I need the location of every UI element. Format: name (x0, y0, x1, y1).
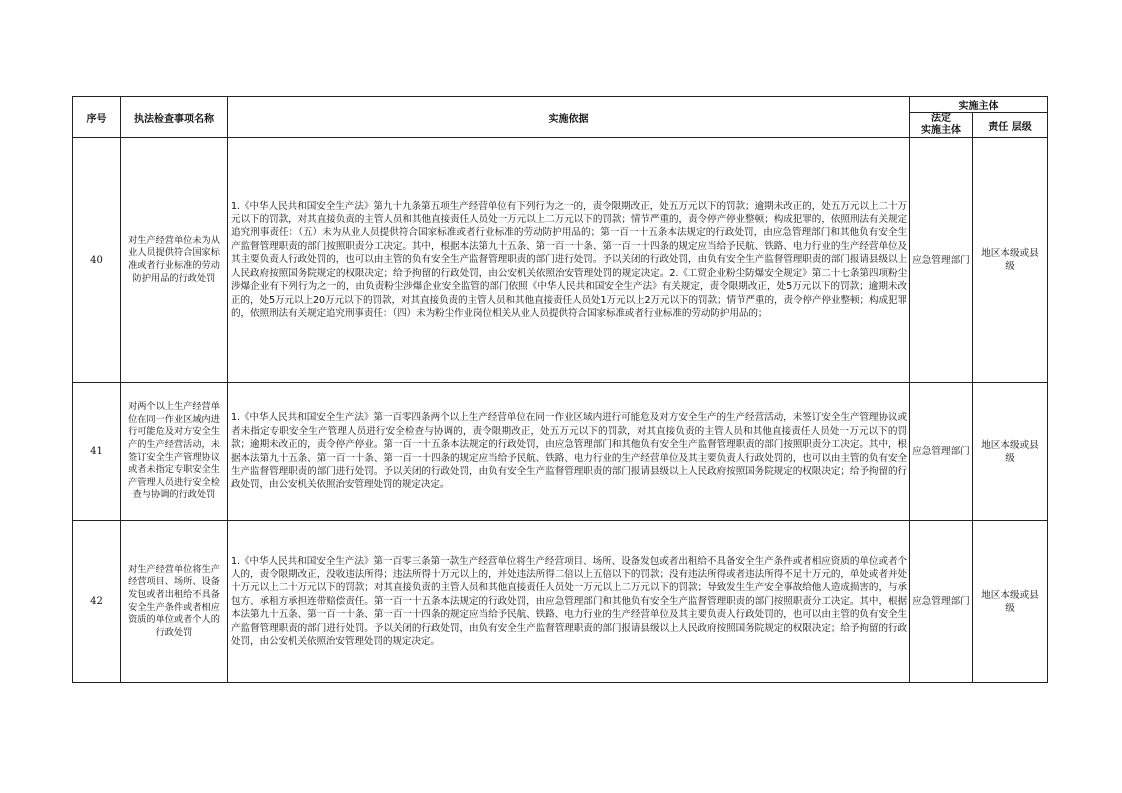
header-legal-subject: 法定 实施主体 (910, 113, 973, 138)
responsibility-level: 地区本级或县级 (973, 521, 1048, 683)
header-implementing-body: 实施主体 (910, 97, 1048, 113)
table-row (73, 383, 1048, 521)
legal-subject: 应急管理部门 (910, 138, 973, 383)
basis-text: 1.《中华人民共和国安全生产法》第一百零四条两个以上生产经营单位在同一作业区域内进行可能危及对方安全生产的生产经营活动，未签订安全生产管理协议或者未指定专职安全生产管理人员进行安全检查与协调的，责令限期改正，处五万元以下的罚款，对其直接负责的主管人员和其他直接责任人员处一万元以下的罚款；逾期未改正的，责令停产停业。第一百一十五条本法规定的行政处罚，由应急管理部门和其他负有安全生产监督管理职责的部门按照职责分工决定。其中，根据本法第九十五条、第一百一十条、第一百一十四条的规定应当给予民航、铁路、电力行业的生产经营单位及其主要负责人行政处罚的，也可以由主管的负有安全生产监督管理职责的部门进行处罚。予以关闭的行政处罚，由负有安全生产监督管理职责的部门报请县级以上人民政府按照国务院规定的权限决定；给予拘留的行政处罚，由公安机关依照治安管理处罚的规定决定。 (228, 383, 910, 521)
header-responsibility-level: 责任 层级 (973, 113, 1048, 138)
header-basis: 实施依据 (228, 97, 910, 138)
item-name: 对两个以上生产经营单位在同一作业区域内进行可能危及对方安全生产的生产经营活动，未签订安全生产管理协议或者未指定专职安全生产管理人员进行安全检查与协调的行政处罚 (121, 383, 228, 521)
legal-subject: 应急管理部门 (910, 383, 973, 521)
basis-text: 1.《中华人民共和国安全生产法》第九十九条第五项生产经营单位有下列行为之一的，责令限期改正，处五万元以下的罚款；逾期未改正的，处五万元以上二十万元以下的罚款，对其直接负责的主管人员和其他直接责任人员处一万元以上二万元以下的罚款；情节严重的，责令停产停业整顿；构成犯罪的，依照刑法有关规定追究刑事责任：（五）未为从业人员提供符合国家标准或者行业标准的劳动防护用品的；第一百一十五条本法规定的行政处罚，由应急管理部门和其他负有安全生产监督管理职责的部门按照职责分工决定。其中，根据本法第九十五条、第一百一十条、第一百一十四条的规定应当给予民航、铁路、电力行业的生产经营单位及其主要负责人行政处罚的，也可以由主管的负有安全生产监督管理职责的部门进行处罚。予以关闭的行政处罚，由负有安全生产监督管理职责的部门报请县级以上人民政府按照国务院规定的权限决定；给予拘留的行政处罚，由公安机关依照治安管理处罚的规定决定。2.《工贸企业粉尘防爆安全规定》第二十七条第四项粉尘涉爆企业有下列行为之一的，由负责粉尘涉爆企业安全监管的部门依照《中华人民共和国安全生产法》有关规定，责令限期改正，处5万元以下的罚款；逾期未改正的，处5万元以上20万元以下的罚款，对其直接负责的主管人员和其他直接责任人员处1万元以上2万元以下的罚款；情节严重的，责令停产停业整顿；构成犯罪的，依照刑法有关规定追究刑事责任：（四）未为粉尘作业岗位相关从业人员提供符合国家标准或者行业标准的劳动防护用品的； (228, 138, 910, 383)
responsibility-level: 地区本级或县级 (973, 138, 1048, 383)
row-number: 40 (73, 138, 121, 383)
header-no: 序号 (73, 97, 121, 138)
responsibility-level: 地区本级或县级 (973, 383, 1048, 521)
header-item-name: 执法检查事项名称 (121, 97, 228, 138)
item-name: 对生产经营单位未为从业人员提供符合国家标准或者行业标准的劳动防护用品的行政处罚 (121, 138, 228, 383)
legal-subject: 应急管理部门 (910, 521, 973, 683)
enforcement-table (72, 96, 1048, 683)
table-row (73, 521, 1048, 683)
table-row (73, 138, 1048, 383)
item-name: 对生产经营单位将生产经营项目、场所、设备发包或者出租给不具备安全生产条件或者相应资质的单位或者个人的行政处罚 (121, 521, 228, 683)
row-number: 42 (73, 521, 121, 683)
basis-text: 1.《中华人民共和国安全生产法》第一百零三条第一款生产经营单位将生产经营项目、场所、设备发包或者出租给不具备安全生产条件或者相应资质的单位或者个人的，责令限期改正，没收违法所得；违法所得十万元以上的，并处违法所得二倍以上五倍以下的罚款；没有违法所得或者违法所得不足十万元的，单处或者并处十万元以上二十万元以下的罚款；对其直接负责的主管人员和其他直接责任人员处一万元以上二万元以下的罚款；导致发生生产安全事故给他人造成损害的，与承包方、承租方承担连带赔偿责任。第一百一十五条本法规定的行政处罚，由应急管理部门和其他负有安全生产监督管理职责的部门按照职责分工决定。其中，根据本法第九十五条、第一百一十条、第一百一十四条的规定应当给予民航、铁路、电力行业的生产经营单位及其主要负责人行政处罚的，也可以由主管的负有安全生产监督管理职责的部门进行处罚。予以关闭的行政处罚，由负有安全生产监督管理职责的部门报请县级以上人民政府按照国务院规定的权限决定；给予拘留的行政处罚，由公安机关依照治安管理处罚的规定决定。 (228, 521, 910, 683)
row-number: 41 (73, 383, 121, 521)
